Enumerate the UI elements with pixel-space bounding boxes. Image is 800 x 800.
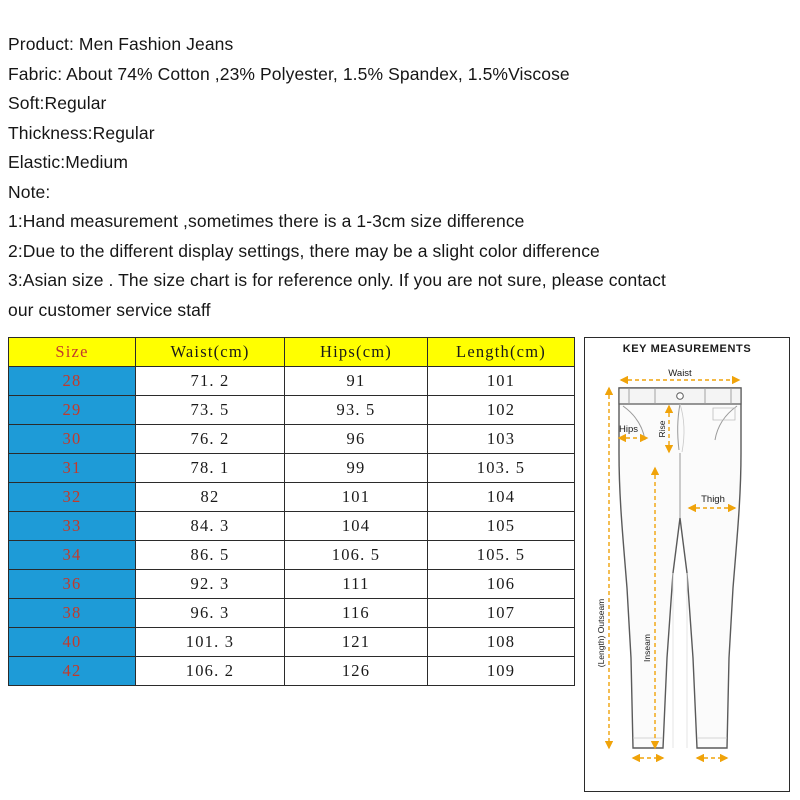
key-measurements-diagram bbox=[584, 337, 790, 792]
cell-waist: 82 bbox=[136, 483, 285, 512]
cell-waist: 78. 1 bbox=[136, 454, 285, 483]
chart-area bbox=[8, 337, 790, 792]
diagram-title: KEY MEASUREMENTS bbox=[622, 343, 752, 355]
info-line: Note: bbox=[8, 181, 51, 202]
jeans-outline bbox=[619, 388, 741, 748]
cell-length: 101 bbox=[428, 367, 575, 396]
cell-hips: 121 bbox=[285, 628, 428, 657]
info-line: Thickness:Regular bbox=[8, 122, 155, 143]
cell-size: 34 bbox=[9, 541, 136, 570]
cell-length: 105. 5 bbox=[428, 541, 575, 570]
inseam-label: Inseam bbox=[642, 634, 652, 662]
info-line: Fabric: About 74% Cotton ,23% Polyester, 1.5% Spandex, 1.5%Viscose bbox=[8, 63, 570, 84]
waist-measurement bbox=[621, 368, 739, 380]
cell-waist: 96. 3 bbox=[136, 599, 285, 628]
cell-hips: 111 bbox=[285, 570, 428, 599]
cell-size: 36 bbox=[9, 570, 136, 599]
cell-hips: 104 bbox=[285, 512, 428, 541]
cell-length: 109 bbox=[428, 657, 575, 686]
column-header-length: Length(cm) bbox=[428, 338, 575, 367]
cell-waist: 76. 2 bbox=[136, 425, 285, 454]
column-header-waist: Waist(cm) bbox=[136, 338, 285, 367]
cell-length: 104 bbox=[428, 483, 575, 512]
cell-size: 28 bbox=[9, 367, 136, 396]
length-outseam-label: (Length) Outseam bbox=[596, 598, 606, 668]
waist-label: Waist bbox=[668, 368, 692, 379]
cell-waist: 84. 3 bbox=[136, 512, 285, 541]
table-row bbox=[9, 425, 575, 454]
cell-size: 40 bbox=[9, 628, 136, 657]
cell-waist: 71. 2 bbox=[136, 367, 285, 396]
cell-length: 105 bbox=[428, 512, 575, 541]
info-line: 2:Due to the different display settings, there may be a slight color difference bbox=[8, 240, 600, 261]
table-row bbox=[9, 599, 575, 628]
info-line: 3:Asian size . The size chart is for reference only. If you are not sure, please contact bbox=[8, 270, 666, 290]
cell-hips: 99 bbox=[285, 454, 428, 483]
cell-length: 103 bbox=[428, 425, 575, 454]
cell-length: 108 bbox=[428, 628, 575, 657]
table-row bbox=[9, 483, 575, 512]
thigh-label: Thigh bbox=[701, 494, 725, 505]
cell-size: 30 bbox=[9, 425, 136, 454]
table-row bbox=[9, 657, 575, 686]
cell-length: 106 bbox=[428, 570, 575, 599]
table-row bbox=[9, 628, 575, 657]
table-row bbox=[9, 367, 575, 396]
hips-label: Hips bbox=[619, 424, 639, 435]
cell-size: 32 bbox=[9, 483, 136, 512]
size-chart-table bbox=[8, 337, 575, 686]
cell-hips: 91 bbox=[285, 367, 428, 396]
table-row bbox=[9, 570, 575, 599]
rise-label: Rise bbox=[657, 420, 667, 438]
cell-waist: 92. 3 bbox=[136, 570, 285, 599]
info-line: Soft:Regular bbox=[8, 93, 107, 113]
cell-hips: 93. 5 bbox=[285, 396, 428, 425]
table-row bbox=[9, 454, 575, 483]
cell-size: 31 bbox=[9, 454, 136, 483]
cell-size: 29 bbox=[9, 396, 136, 425]
cell-hips: 101 bbox=[285, 483, 428, 512]
cell-length: 107 bbox=[428, 599, 575, 628]
cell-size: 42 bbox=[9, 657, 136, 686]
info-line: Product: Men Fashion Jeans bbox=[8, 34, 234, 54]
cell-size: 38 bbox=[9, 599, 136, 628]
column-header-hips: Hips(cm) bbox=[285, 338, 428, 367]
info-line: our customer service staff bbox=[8, 299, 211, 320]
table-row bbox=[9, 396, 575, 425]
cell-hips: 96 bbox=[285, 425, 428, 454]
info-line: Elastic:Medium bbox=[8, 152, 129, 172]
cell-size: 33 bbox=[9, 512, 136, 541]
table-row bbox=[9, 541, 575, 570]
length-outseam-measurement bbox=[596, 388, 609, 748]
cell-hips: 106. 5 bbox=[285, 541, 428, 570]
cell-waist: 106. 2 bbox=[136, 657, 285, 686]
column-header-size: Size bbox=[9, 338, 136, 367]
cell-waist: 73. 5 bbox=[136, 396, 285, 425]
cell-hips: 126 bbox=[285, 657, 428, 686]
info-line: 1:Hand measurement ,sometimes there is a 1-3cm size difference bbox=[8, 211, 525, 231]
cell-length: 102 bbox=[428, 396, 575, 425]
product-info bbox=[8, 30, 790, 325]
cell-waist: 86. 5 bbox=[136, 541, 285, 570]
jeans-measurement-illustration bbox=[585, 358, 800, 790]
cell-length: 103. 5 bbox=[428, 454, 575, 483]
cell-hips: 116 bbox=[285, 599, 428, 628]
cell-waist: 101. 3 bbox=[136, 628, 285, 657]
table-row bbox=[9, 512, 575, 541]
table-header-row bbox=[9, 338, 575, 367]
